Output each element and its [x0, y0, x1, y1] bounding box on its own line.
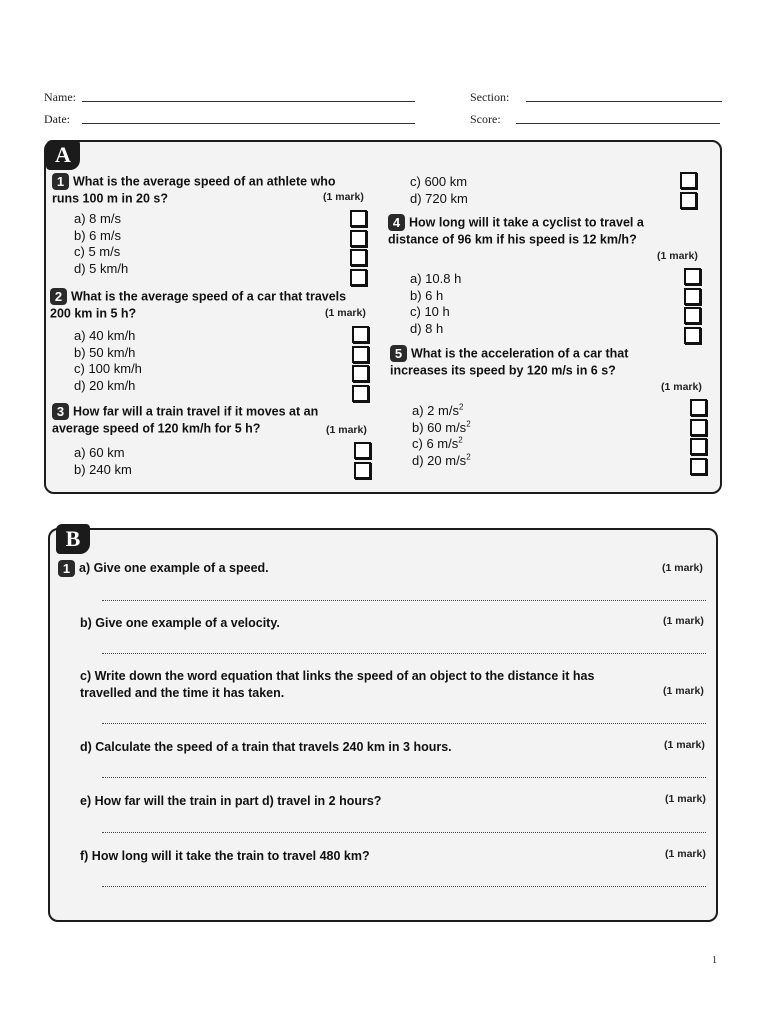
mark-label: (1 mark) — [662, 562, 703, 574]
superscript: 2 — [458, 402, 464, 412]
page-number: 1 — [712, 955, 717, 966]
answer-checkbox[interactable] — [690, 419, 707, 436]
date-field[interactable] — [82, 123, 415, 124]
answer-line[interactable] — [102, 600, 706, 601]
mark-label: (1 mark) — [657, 250, 698, 262]
option: a) 10.8 h — [410, 271, 462, 286]
question-b1f: f) How long will it take the train to travel 480 km? — [80, 849, 370, 863]
question-b1e: e) How far will the train in part d) travel in 2 hours? — [80, 794, 382, 808]
question-text: What is the average speed of an athlete who runs 100 m in 20 s? — [52, 174, 336, 206]
question-text: What is the acceleration of a car that increases its speed by 120 m/s in 6 s? — [390, 346, 629, 378]
answer-checkbox[interactable] — [690, 458, 707, 475]
score-label: Score: — [470, 112, 501, 126]
answer-line[interactable] — [102, 723, 706, 724]
mark-label: (1 mark) — [663, 615, 704, 627]
answer-checkbox[interactable] — [352, 326, 369, 343]
option: b) 6 h — [410, 287, 444, 303]
question-b1d: d) Calculate the speed of a train that travels 240 km in 3 hours. — [80, 740, 452, 754]
mark-label: (1 mark) — [323, 191, 364, 203]
mark-label: (1 mark) — [325, 307, 366, 319]
score-field[interactable] — [516, 123, 720, 124]
option — [412, 403, 471, 420]
answer-checkbox[interactable] — [684, 288, 701, 305]
answer-checkbox[interactable] — [690, 399, 707, 416]
question-text: What is the average speed of a car that travels 200 km in 5 h? — [50, 289, 347, 321]
answer-checkbox[interactable] — [350, 210, 367, 227]
question-5 — [390, 345, 665, 379]
option: d) 20 km/h — [74, 377, 136, 393]
question-number: 4 — [388, 214, 405, 231]
option-text: a) 2 m/s — [412, 403, 459, 418]
option: b) 240 km — [74, 461, 132, 477]
mark-label: (1 mark) — [665, 848, 706, 860]
option: c) 600 km — [410, 174, 468, 189]
question-number: 1 — [52, 173, 69, 190]
option: d) 5 km/h — [74, 260, 129, 276]
question-4-options — [410, 271, 461, 337]
question-1 — [52, 173, 352, 207]
answer-checkbox[interactable] — [354, 442, 371, 459]
answer-checkbox[interactable] — [350, 269, 367, 286]
option: b) 50 km/h — [74, 344, 136, 360]
mark-label: (1 mark) — [661, 381, 702, 393]
question-text: a) Give one example of a speed. — [79, 561, 269, 576]
question-2-options — [74, 328, 142, 394]
answer-checkbox[interactable] — [690, 438, 707, 455]
answer-checkbox[interactable] — [354, 462, 371, 479]
name-label: Name: — [44, 90, 76, 104]
answer-checkbox[interactable] — [684, 307, 701, 324]
question-b1a — [58, 560, 618, 577]
question-b1c: c) Write down the word equation that links the speed of an object to the distance it has travelled and the time it has taken. — [80, 669, 595, 700]
answer-line[interactable] — [102, 777, 706, 778]
question-number: 5 — [390, 345, 407, 362]
option-text: c) 6 m/s — [412, 436, 459, 451]
question-number: 2 — [50, 288, 67, 305]
question-text: How far will a train travel if it moves at an average speed of 120 km/h for 5 h? — [52, 404, 319, 436]
answer-checkbox[interactable] — [680, 192, 697, 209]
question-3-checkboxes-continued — [680, 172, 697, 211]
mark-label: (1 mark) — [664, 739, 705, 751]
section-label: Section: — [470, 90, 510, 104]
question-3 — [52, 403, 352, 437]
section-b-badge: B — [56, 524, 90, 554]
question-text: How long will it take a cyclist to travel a distance of 96 km if his speed is 12 km/h? — [388, 215, 644, 247]
answer-line[interactable] — [102, 832, 706, 833]
question-number: 3 — [52, 403, 69, 420]
section-a — [44, 140, 722, 494]
question-4 — [388, 214, 663, 248]
option: a) 8 m/s — [74, 211, 121, 226]
question-5-checkboxes — [690, 399, 707, 477]
question-3-options-continued — [410, 174, 468, 207]
answer-line[interactable] — [102, 886, 706, 887]
mark-label: (1 mark) — [665, 793, 706, 805]
date-label: Date: — [44, 112, 70, 126]
superscript: 2 — [458, 435, 463, 445]
answer-checkbox[interactable] — [352, 385, 369, 402]
option: c) 10 h — [410, 304, 450, 319]
option — [412, 436, 471, 453]
mark-label: (1 mark) — [663, 685, 704, 697]
question-2-checkboxes — [352, 326, 369, 404]
section-a-badge: A — [46, 140, 80, 170]
question-3-options — [74, 445, 132, 478]
option — [412, 453, 471, 470]
option: c) 5 m/s — [74, 244, 121, 259]
option-text: d) 20 m/s — [412, 452, 467, 468]
answer-line[interactable] — [102, 653, 706, 654]
option: a) 40 km/h — [74, 328, 136, 343]
question-4-checkboxes — [684, 268, 701, 346]
answer-checkbox[interactable] — [684, 268, 701, 285]
option: c) 100 km/h — [74, 361, 142, 376]
question-3-checkboxes — [354, 442, 371, 481]
question-5-options — [412, 403, 471, 469]
section-b — [48, 528, 718, 922]
name-field[interactable] — [82, 101, 415, 102]
option — [412, 420, 471, 437]
superscript: 2 — [466, 419, 471, 429]
question-b1b: b) Give one example of a velocity. — [80, 616, 280, 630]
option-text: b) 60 m/s — [412, 419, 467, 435]
mark-label: (1 mark) — [326, 424, 367, 436]
superscript: 2 — [466, 452, 471, 462]
question-number: 1 — [58, 560, 75, 577]
answer-checkbox[interactable] — [350, 249, 367, 266]
section-field[interactable] — [526, 101, 722, 102]
answer-checkbox[interactable] — [680, 172, 697, 189]
question-1-options — [74, 211, 128, 277]
question-1-checkboxes — [350, 210, 367, 288]
answer-checkbox[interactable] — [684, 327, 701, 344]
answer-checkbox[interactable] — [352, 365, 369, 382]
answer-checkbox[interactable] — [350, 230, 367, 247]
option: a) 60 km — [74, 445, 125, 460]
option: d) 720 km — [410, 190, 468, 206]
question-2 — [50, 288, 350, 322]
option: b) 6 m/s — [74, 227, 121, 243]
answer-checkbox[interactable] — [352, 346, 369, 363]
option: d) 8 h — [410, 320, 444, 336]
